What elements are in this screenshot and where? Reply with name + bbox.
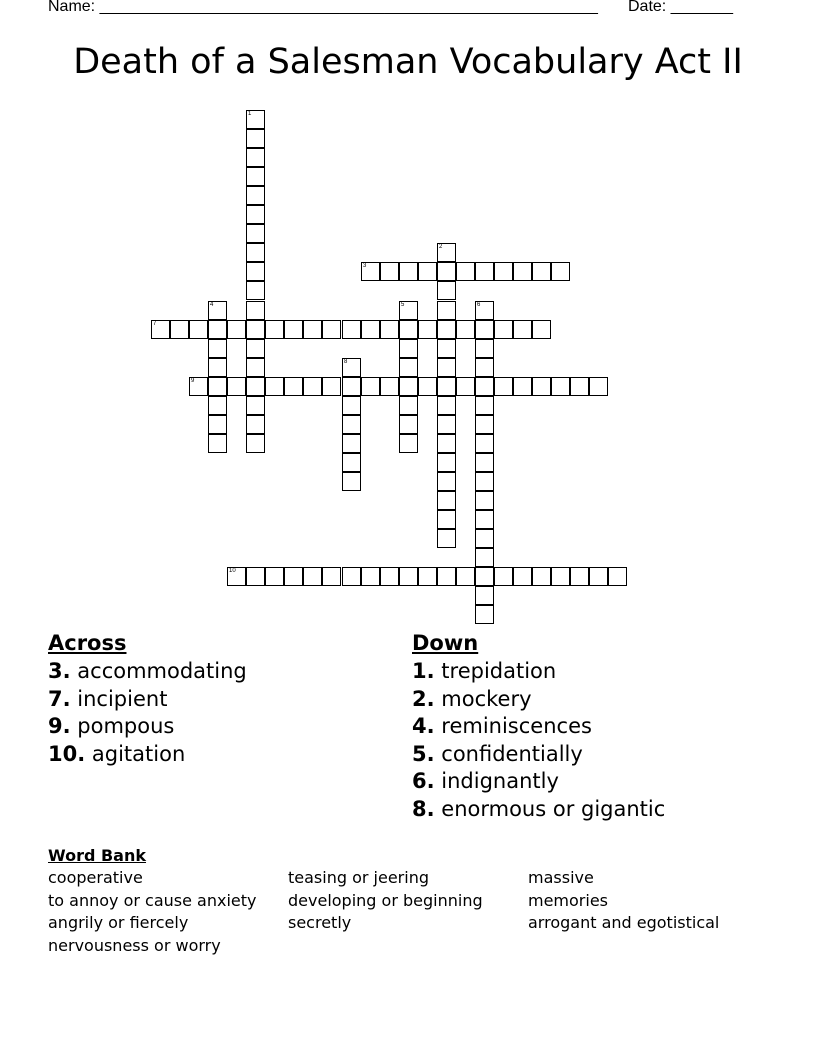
- word-bank-item: arrogant and egotistical: [528, 913, 720, 932]
- grid-cell[interactable]: [437, 567, 456, 586]
- grid-cell[interactable]: [475, 548, 494, 567]
- across-heading: Across: [48, 631, 127, 655]
- word-bank-column-1: [48, 867, 256, 957]
- grid-cell[interactable]: [437, 396, 456, 415]
- grid-cell[interactable]: [589, 377, 608, 396]
- grid-cell[interactable]: [475, 262, 494, 281]
- grid-cell[interactable]: [246, 320, 265, 339]
- clue-across-10: 10. agitation: [48, 741, 186, 766]
- grid-cell[interactable]: [342, 320, 361, 339]
- grid-cell[interactable]: [475, 529, 494, 548]
- grid-cell[interactable]: [380, 567, 399, 586]
- clue-number: 4: [210, 302, 214, 308]
- clue-number: 2: [439, 244, 443, 250]
- grid-cell[interactable]: [475, 567, 494, 586]
- grid-cell[interactable]: [208, 415, 227, 434]
- clue-down-8: 8. enormous or gigantic: [412, 796, 666, 821]
- grid-cell[interactable]: [475, 377, 494, 396]
- grid-cell[interactable]: [170, 320, 189, 339]
- grid-cell[interactable]: [246, 205, 265, 224]
- grid-cell[interactable]: [475, 358, 494, 377]
- grid-cell[interactable]: [227, 377, 246, 396]
- grid-cell[interactable]: [418, 320, 437, 339]
- grid-cell[interactable]: [532, 262, 551, 281]
- grid-cell[interactable]: [303, 567, 322, 586]
- grid-cell[interactable]: [494, 262, 513, 281]
- grid-cell[interactable]: [208, 434, 227, 453]
- grid-cell[interactable]: [265, 377, 284, 396]
- page-title: Death of a Salesman Vocabulary Act II: [73, 42, 743, 82]
- grid-cell[interactable]: [494, 320, 513, 339]
- grid-cell[interactable]: [589, 567, 608, 586]
- grid-cell[interactable]: [399, 434, 418, 453]
- grid-cell[interactable]: [513, 320, 532, 339]
- grid-cell[interactable]: [380, 262, 399, 281]
- word-bank-column-2: [288, 867, 483, 935]
- grid-cell[interactable]: [418, 262, 437, 281]
- grid-cell[interactable]: [532, 320, 551, 339]
- word-bank: [48, 846, 720, 955]
- clue-number: 1: [248, 111, 252, 117]
- grid-cell[interactable]: [475, 301, 494, 320]
- grid-cell[interactable]: [399, 396, 418, 415]
- grid-cell[interactable]: [570, 567, 589, 586]
- grid-cell[interactable]: [475, 472, 494, 491]
- grid-cell[interactable]: [437, 339, 456, 358]
- grid-cell[interactable]: [380, 320, 399, 339]
- grid-cell[interactable]: [342, 453, 361, 472]
- grid-cell[interactable]: [475, 510, 494, 529]
- date-field[interactable]: Date: _______: [628, 0, 733, 15]
- grid-cell[interactable]: [570, 377, 589, 396]
- grid-cell[interactable]: [208, 301, 227, 320]
- word-bank-item: to annoy or cause anxiety: [48, 890, 257, 910]
- grid-cell[interactable]: [246, 415, 265, 434]
- clue-across-9: 9. pompous: [48, 714, 175, 738]
- clue-across-7: 7. incipient: [48, 686, 168, 711]
- clue-number: 8: [344, 359, 348, 365]
- grid-cell[interactable]: [418, 377, 437, 396]
- word-bank-item: cooperative: [48, 868, 143, 887]
- grid-cell[interactable]: [437, 415, 456, 434]
- grid-cell[interactable]: [437, 529, 456, 548]
- grid-cell[interactable]: [608, 567, 627, 586]
- clue-down-4: 4. reminiscences: [412, 714, 592, 738]
- grid-cell[interactable]: [246, 186, 265, 205]
- word-bank-item: massive: [528, 868, 594, 887]
- grid-cell[interactable]: [399, 377, 418, 396]
- grid-cell[interactable]: [303, 377, 322, 396]
- clue-down-5: 5. confidentially: [412, 741, 583, 766]
- grid-cell[interactable]: [551, 567, 570, 586]
- grid-cell[interactable]: [399, 567, 418, 586]
- grid-cell[interactable]: [284, 377, 303, 396]
- grid-cell[interactable]: [532, 567, 551, 586]
- clue-number: 6: [477, 302, 481, 308]
- grid-cell[interactable]: [456, 567, 475, 586]
- grid-cell[interactable]: [342, 567, 361, 586]
- grid-cell[interactable]: [532, 377, 551, 396]
- word-bank-item: developing or beginning: [288, 890, 483, 910]
- clue-number: 7: [153, 321, 157, 327]
- grid-cell[interactable]: [342, 396, 361, 415]
- grid-cell[interactable]: [208, 339, 227, 358]
- grid-cell[interactable]: [322, 567, 341, 586]
- grid-cell[interactable]: [551, 377, 570, 396]
- grid-cell[interactable]: [246, 129, 265, 148]
- name-field[interactable]: Name: ________________________________________________________: [48, 0, 598, 15]
- clue-down-6: 6. indignantly: [412, 769, 559, 793]
- grid-cell[interactable]: [208, 377, 227, 396]
- clue-down-2: 2. mockery: [412, 686, 532, 711]
- grid-cell[interactable]: [151, 320, 170, 339]
- word-bank-column-3: [528, 867, 719, 935]
- grid-cell[interactable]: [246, 339, 265, 358]
- grid-cell[interactable]: [494, 377, 513, 396]
- grid-cell[interactable]: [227, 320, 246, 339]
- grid-cell[interactable]: [456, 377, 475, 396]
- grid-cell[interactable]: [456, 262, 475, 281]
- grid-cell[interactable]: [437, 281, 456, 300]
- grid-cell[interactable]: [475, 339, 494, 358]
- grid-cell[interactable]: [208, 396, 227, 415]
- grid-cell[interactable]: [361, 377, 380, 396]
- grid-cell[interactable]: [437, 320, 456, 339]
- word-bank-item: teasing or jeering: [288, 868, 429, 887]
- clue-down-1: 1. trepidation: [412, 659, 557, 683]
- clue-number: 3: [363, 263, 367, 269]
- grid-cell[interactable]: [551, 262, 570, 281]
- grid-cell[interactable]: [437, 377, 456, 396]
- word-bank-item: memories: [528, 890, 609, 910]
- grid-cell[interactable]: [361, 320, 380, 339]
- grid-cell[interactable]: [265, 567, 284, 586]
- grid-cell[interactable]: [342, 415, 361, 434]
- grid-cell[interactable]: [437, 491, 456, 510]
- grid-cell[interactable]: [322, 377, 341, 396]
- grid-cell[interactable]: [208, 320, 227, 339]
- down-clues: [412, 630, 665, 823]
- grid-cell[interactable]: [265, 320, 284, 339]
- grid-cell[interactable]: [399, 339, 418, 358]
- grid-cell[interactable]: [456, 320, 475, 339]
- grid-cell[interactable]: [342, 434, 361, 453]
- grid-cell[interactable]: [437, 262, 456, 281]
- grid-cell[interactable]: [361, 262, 380, 281]
- grid-cell[interactable]: [246, 110, 265, 129]
- grid-cell[interactable]: [437, 472, 456, 491]
- grid-cell[interactable]: [342, 358, 361, 377]
- grid-cell[interactable]: [475, 396, 494, 415]
- clue-number: 9: [191, 378, 195, 384]
- grid-cell[interactable]: [246, 167, 265, 186]
- grid-cell[interactable]: [342, 377, 361, 396]
- grid-cell[interactable]: [342, 472, 361, 491]
- grid-cell[interactable]: [246, 434, 265, 453]
- grid-cell[interactable]: [513, 262, 532, 281]
- grid-cell[interactable]: [189, 320, 208, 339]
- grid-cell[interactable]: [303, 320, 322, 339]
- grid-cell[interactable]: [246, 281, 265, 300]
- grid-cell[interactable]: [475, 320, 494, 339]
- grid-cell[interactable]: [399, 262, 418, 281]
- word-bank-heading: Word Bank: [48, 846, 147, 865]
- grid-cell[interactable]: [475, 434, 494, 453]
- grid-cell[interactable]: [208, 358, 227, 377]
- grid-cell[interactable]: [380, 377, 399, 396]
- grid-cell[interactable]: [437, 510, 456, 529]
- grid-cell[interactable]: [399, 415, 418, 434]
- grid-cell[interactable]: [246, 243, 265, 262]
- grid-cell[interactable]: [399, 320, 418, 339]
- grid-cell[interactable]: [227, 567, 246, 586]
- word-bank-item: nervousness or worry: [48, 935, 221, 955]
- grid-cell[interactable]: [437, 243, 456, 262]
- grid-cell[interactable]: [494, 567, 513, 586]
- grid-cell[interactable]: [246, 148, 265, 167]
- grid-cell[interactable]: [361, 567, 380, 586]
- grid-cell[interactable]: [399, 358, 418, 377]
- grid-cell[interactable]: [246, 396, 265, 415]
- grid-cell[interactable]: [246, 262, 265, 281]
- grid-cell[interactable]: [475, 605, 494, 624]
- word-bank-item: angrily or fiercely: [48, 913, 189, 932]
- grid-cell[interactable]: [246, 358, 265, 377]
- grid-cell[interactable]: [513, 567, 532, 586]
- clue-number: 5: [401, 302, 405, 308]
- down-heading: Down: [412, 631, 479, 655]
- grid-cell[interactable]: [475, 453, 494, 472]
- grid-cell[interactable]: [246, 301, 265, 320]
- grid-cell[interactable]: [475, 491, 494, 510]
- grid-cell[interactable]: [418, 567, 437, 586]
- clue-number: 10: [229, 568, 236, 574]
- grid-cell[interactable]: [475, 586, 494, 605]
- grid-cell[interactable]: [246, 377, 265, 396]
- grid-cell[interactable]: [189, 377, 208, 396]
- grid-cell[interactable]: [246, 567, 265, 586]
- grid-cell[interactable]: [284, 567, 303, 586]
- grid-cell[interactable]: [437, 301, 456, 320]
- across-clues: [48, 630, 247, 768]
- grid-cell[interactable]: [475, 415, 494, 434]
- grid-cell[interactable]: [513, 377, 532, 396]
- grid-cell[interactable]: [437, 358, 456, 377]
- grid-cell[interactable]: [437, 453, 456, 472]
- grid-cell[interactable]: [284, 320, 303, 339]
- grid-cell[interactable]: [437, 434, 456, 453]
- grid-cell[interactable]: [399, 301, 418, 320]
- word-bank-item: secretly: [288, 913, 352, 932]
- grid-cell[interactable]: [322, 320, 341, 339]
- grid-cell[interactable]: [246, 224, 265, 243]
- clue-across-3: 3. accommodating: [48, 659, 247, 683]
